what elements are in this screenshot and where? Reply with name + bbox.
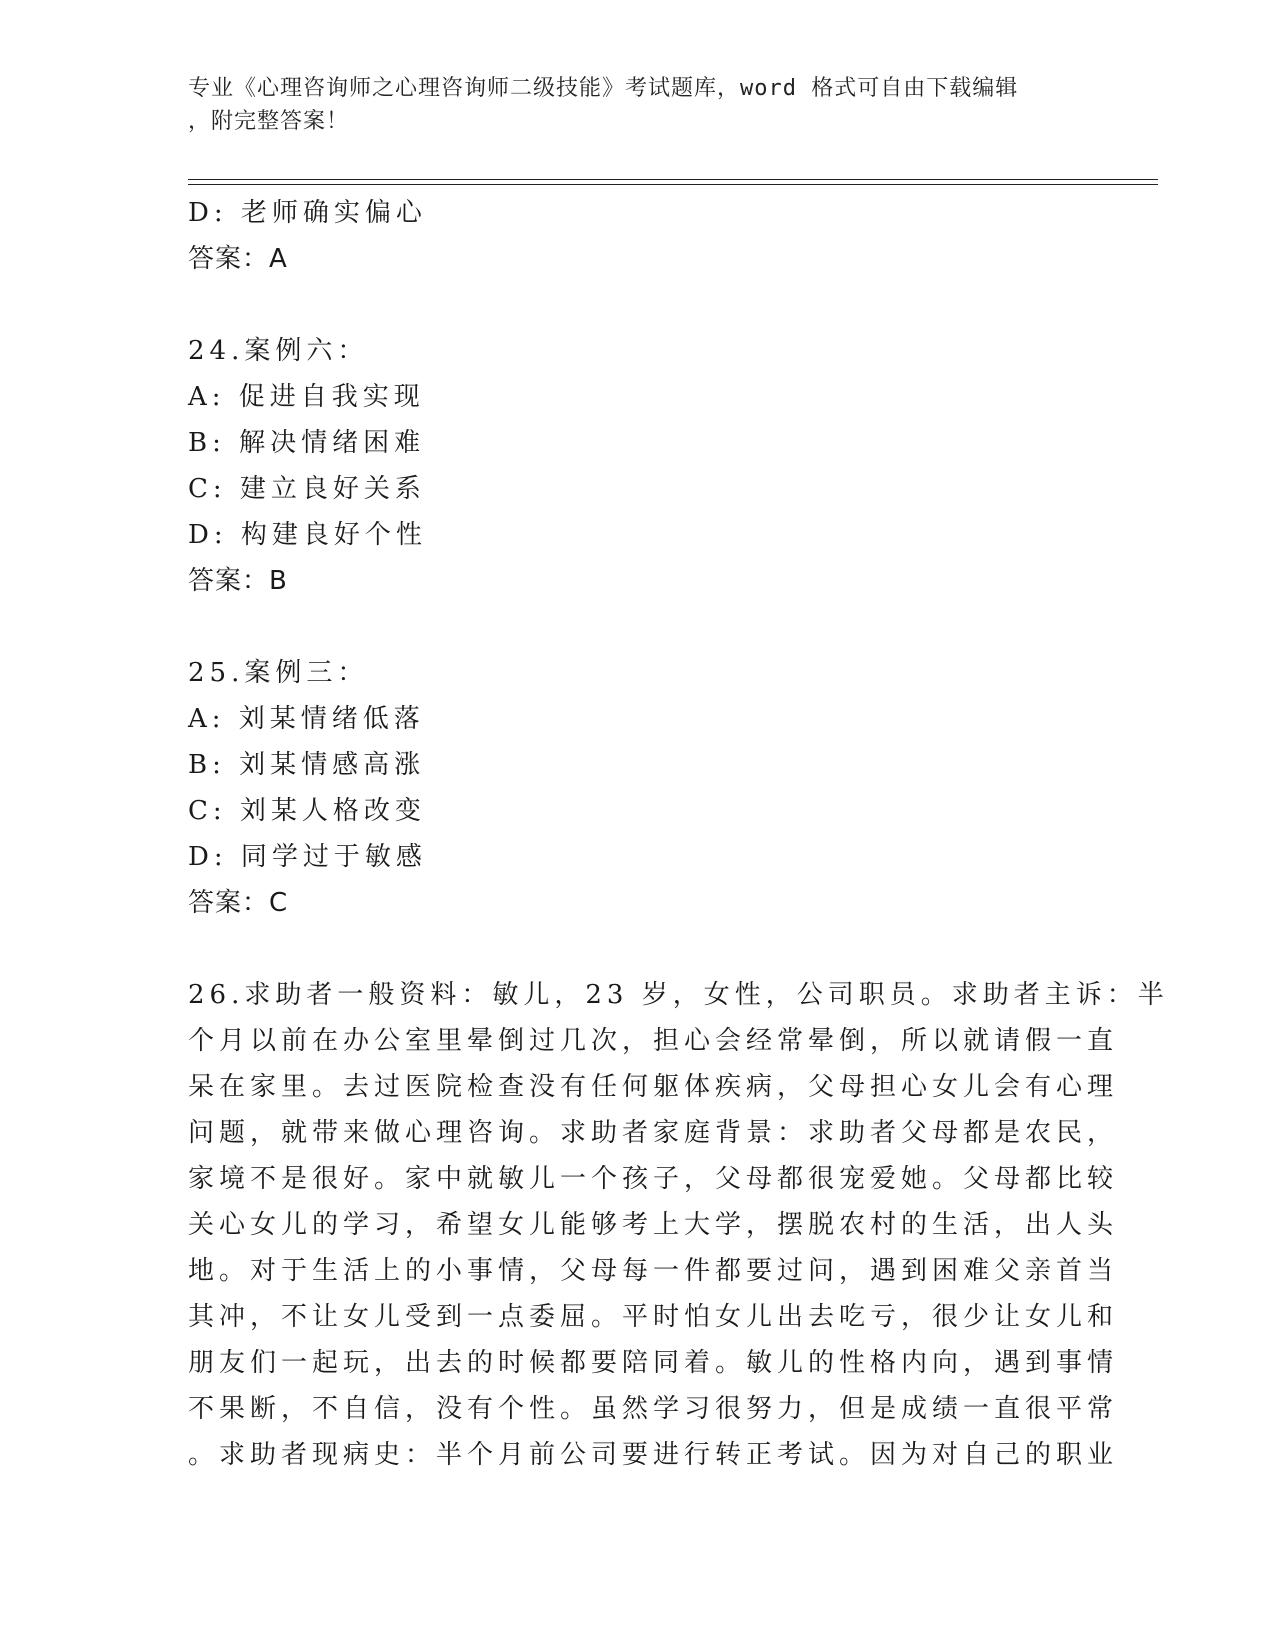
paragraph-line: 其冲，不让女儿受到一点委屈。平时怕女儿出去吃亏，很少让女儿和 (188, 1302, 1119, 1332)
answer: 答案：B (188, 566, 288, 596)
paragraph-line: 。求助者现病史：半个月前公司要进行转正考试。因为对自己的职业 (188, 1440, 1119, 1470)
paragraph-line: 个月以前在办公室里晕倒过几次，担心会经常晕倒，所以就请假一直 (188, 1026, 1119, 1056)
spacer (188, 926, 1088, 972)
option-d: D: 同学过于敏感 (188, 842, 427, 872)
paragraph-line: 问题，就带来做心理咨询。求助者家庭背景：求助者父母都是农民， (188, 1118, 1119, 1148)
header-line-1: 专业《心理咨询师之心理咨询师二级技能》考试题库，word 格式可自由下载编辑 (188, 76, 1019, 101)
question-24 (188, 328, 1088, 604)
option-b: B: 刘某情感高涨 (188, 750, 426, 780)
option-b: B: 解决情绪困难 (188, 428, 426, 458)
prev-option-d: D: 老师确实偏心 (188, 198, 427, 228)
option-c: C: 建立良好关系 (188, 474, 426, 504)
spacer (188, 604, 1088, 650)
option-a: A: 促进自我实现 (188, 382, 425, 412)
answer: 答案：C (188, 888, 289, 918)
paragraph-line: 朋友们一起玩，出去的时候都要陪同着。敏儿的性格内向，遇到事情 (188, 1348, 1119, 1378)
question-title: 25.案例三： (188, 658, 369, 688)
prev-answer: 答案：A (188, 244, 288, 274)
header-divider-bottom (188, 184, 1158, 185)
paragraph-line: 关心女儿的学习，希望女儿能够考上大学，摆脱农村的生活，出人头 (188, 1210, 1119, 1240)
paragraph-line: 不果断，不自信，没有个性。虽然学习很努力，但是成绩一直很平常 (188, 1394, 1119, 1424)
header-divider-top (188, 179, 1158, 180)
option-d: D: 构建良好个性 (188, 520, 427, 550)
option-c: C: 刘某人格改变 (188, 796, 426, 826)
paragraph-line: 呆在家里。去过医院检查没有任何躯体疾病，父母担心女儿会有心理 (188, 1072, 1119, 1102)
question-title: 24.案例六： (188, 336, 369, 366)
option-a: A: 刘某情绪低落 (188, 704, 425, 734)
question-26 (188, 972, 1169, 1478)
document-body (188, 190, 1169, 1478)
paragraph-line: 26.求助者一般资料：敏儿，23 岁，女性，公司职员。求助者主诉：半 (188, 980, 1169, 1010)
paragraph-line: 地。对于生活上的小事情，父母每一件都要过问，遇到困难父亲首当 (188, 1256, 1119, 1286)
spacer (188, 282, 1088, 328)
header-line-2: ，附完整答案！ (188, 109, 350, 134)
question-25 (188, 650, 1088, 926)
paragraph-line: 家境不是很好。家中就敏儿一个孩子，父母都很宠爱她。父母都比较 (188, 1164, 1119, 1194)
document-header (188, 72, 1088, 138)
